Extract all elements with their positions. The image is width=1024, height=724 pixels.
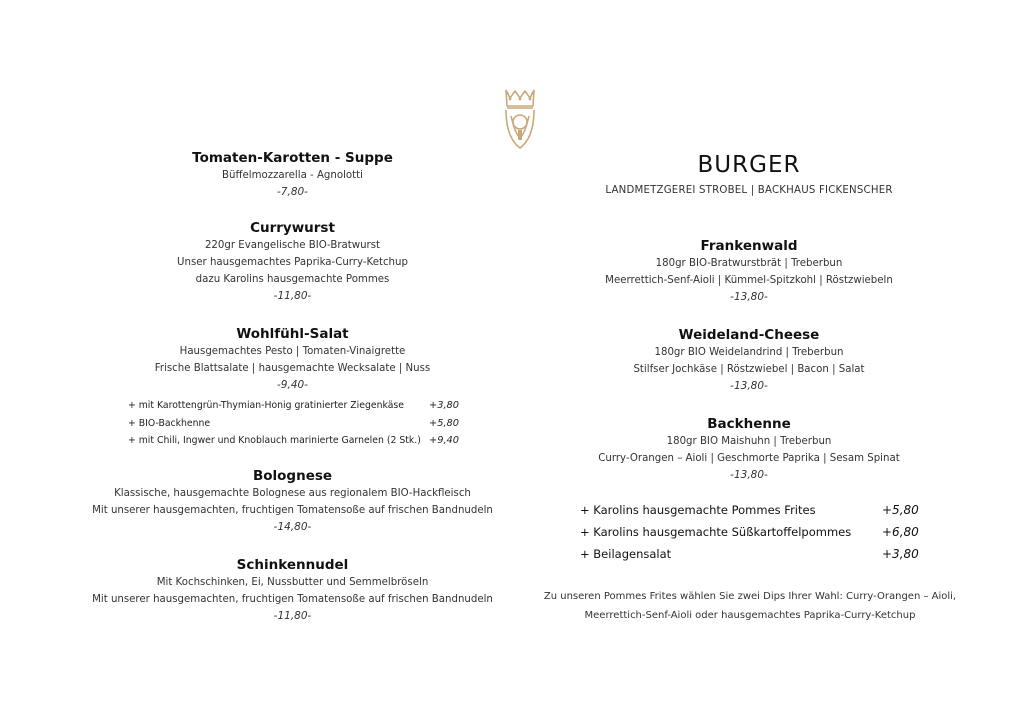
side-price: +6,80 [882,525,919,539]
dish-title: Currywurst [250,220,335,236]
section-heading: BURGER [697,152,801,178]
dish-description: 220gr Evangelische BIO-Bratwurst [204,240,381,251]
dish-title: Bolognese [252,468,333,484]
salad-addon-price: +9,40 [429,435,460,446]
dish-price: -13,80- [730,291,768,303]
side-label: + Karolins hausgemachte Pommes Frites [580,503,816,517]
burger-frankenwald [540,237,958,306]
dish-price: -13,80- [730,380,768,392]
burger-weideland-cheese [540,326,958,395]
dip-note-line: Meerrettich-Senf-Aioli oder hausgemachtes Paprika-Curry-Ketchup [584,610,916,621]
dish-title: Schinkennudel [236,557,349,573]
dish-description: 180gr BIO Weidelandrind | Treberbun [654,347,844,358]
dip-note [530,587,970,625]
dish-bolognese [80,467,505,536]
dish-price: -11,80- [273,290,312,302]
dish-price: -14,80- [273,521,312,533]
crown-cherub-logo-icon [502,86,538,152]
dish-tomaten-suppe [80,149,505,201]
dish-price: -7,80- [277,186,308,198]
dish-description: Klassische, hausgemachte Bolognese aus regionalem BIO-Hackfleisch [114,488,471,499]
dish-currywurst [80,219,505,305]
dish-description: Mit unserer hausgemachten, fruchtigen Tomatensoße auf frischen Bandnudeln [92,594,493,605]
side-label: + Karolins hausgemachte Süßkartoffelpommes [580,525,852,539]
dish-description: Unser hausgemachtes Paprika-Curry-Ketchup [177,257,408,268]
dish-title: Weideland-Cheese [678,327,820,343]
dish-description: Meerrettich-Senf-Aioli | Kümmel-Spitzkohl | Röstzwiebeln [605,275,893,286]
dish-description: Stilfser Jochkäse | Röstzwiebel | Bacon | Salat [633,364,865,375]
dish-description: Mit unserer hausgemachten, fruchtigen Tomatensoße auf frischen Bandnudeln [92,505,493,516]
section-subheading: LANDMETZGEREI STROBEL | BACKHAUS FICKENSCHER [605,185,893,196]
salad-addon-label: + mit Karottengrün-Thymian-Honig gratinierter Ziegenkäse [128,400,404,411]
dish-description: 180gr BIO Maishuhn | Treberbun [666,436,832,447]
dish-description: Mit Kochschinken, Ei, Nussbutter und Semmelbröseln [156,577,429,588]
dish-price: -13,80- [730,469,768,481]
dish-wohlfuehl-salat [80,325,505,394]
dish-title: Wohlfühl-Salat [236,326,349,342]
dish-schinkennudel [80,556,505,625]
dish-title: Frankenwald [700,238,798,254]
dish-title: Tomaten-Karotten - Suppe [192,150,393,166]
dip-note-line: Zu unseren Pommes Frites wählen Sie zwei Dips Ihrer Wahl: Curry-Orangen – Aioli, [543,591,957,602]
dish-price: -11,80- [273,610,312,622]
dish-description: Frische Blattsalate | hausgemachte Wecksalate | Nuss [154,363,431,374]
salad-addon-label: + BIO-Backhenne [128,418,211,429]
salad-addon-label: + mit Chili, Ingwer und Knoblauch marinierte Garnelen (2 Stk.) [128,435,421,446]
side-price: +3,80 [882,547,919,561]
salad-addon-price: +5,80 [429,418,460,429]
dish-description: dazu Karolins hausgemachte Pommes [195,274,390,285]
dish-description: Curry-Orangen – Aioli | Geschmorte Paprika | Sesam Spinat [598,453,900,464]
side-price: +5,80 [882,503,919,517]
burger-backhenne [540,415,958,484]
side-label: + Beilagensalat [580,547,672,561]
dish-title: Backhenne [707,416,791,432]
dish-description: 180gr BIO-Bratwurstbrät | Treberbun [655,258,843,269]
dish-description: Büffelmozzarella - Agnolotti [222,170,363,181]
salad-addon-price: +3,80 [429,400,460,411]
dish-price: -9,40- [277,379,308,391]
dish-description: Hausgemachtes Pesto | Tomaten-Vinaigrette [179,346,406,357]
